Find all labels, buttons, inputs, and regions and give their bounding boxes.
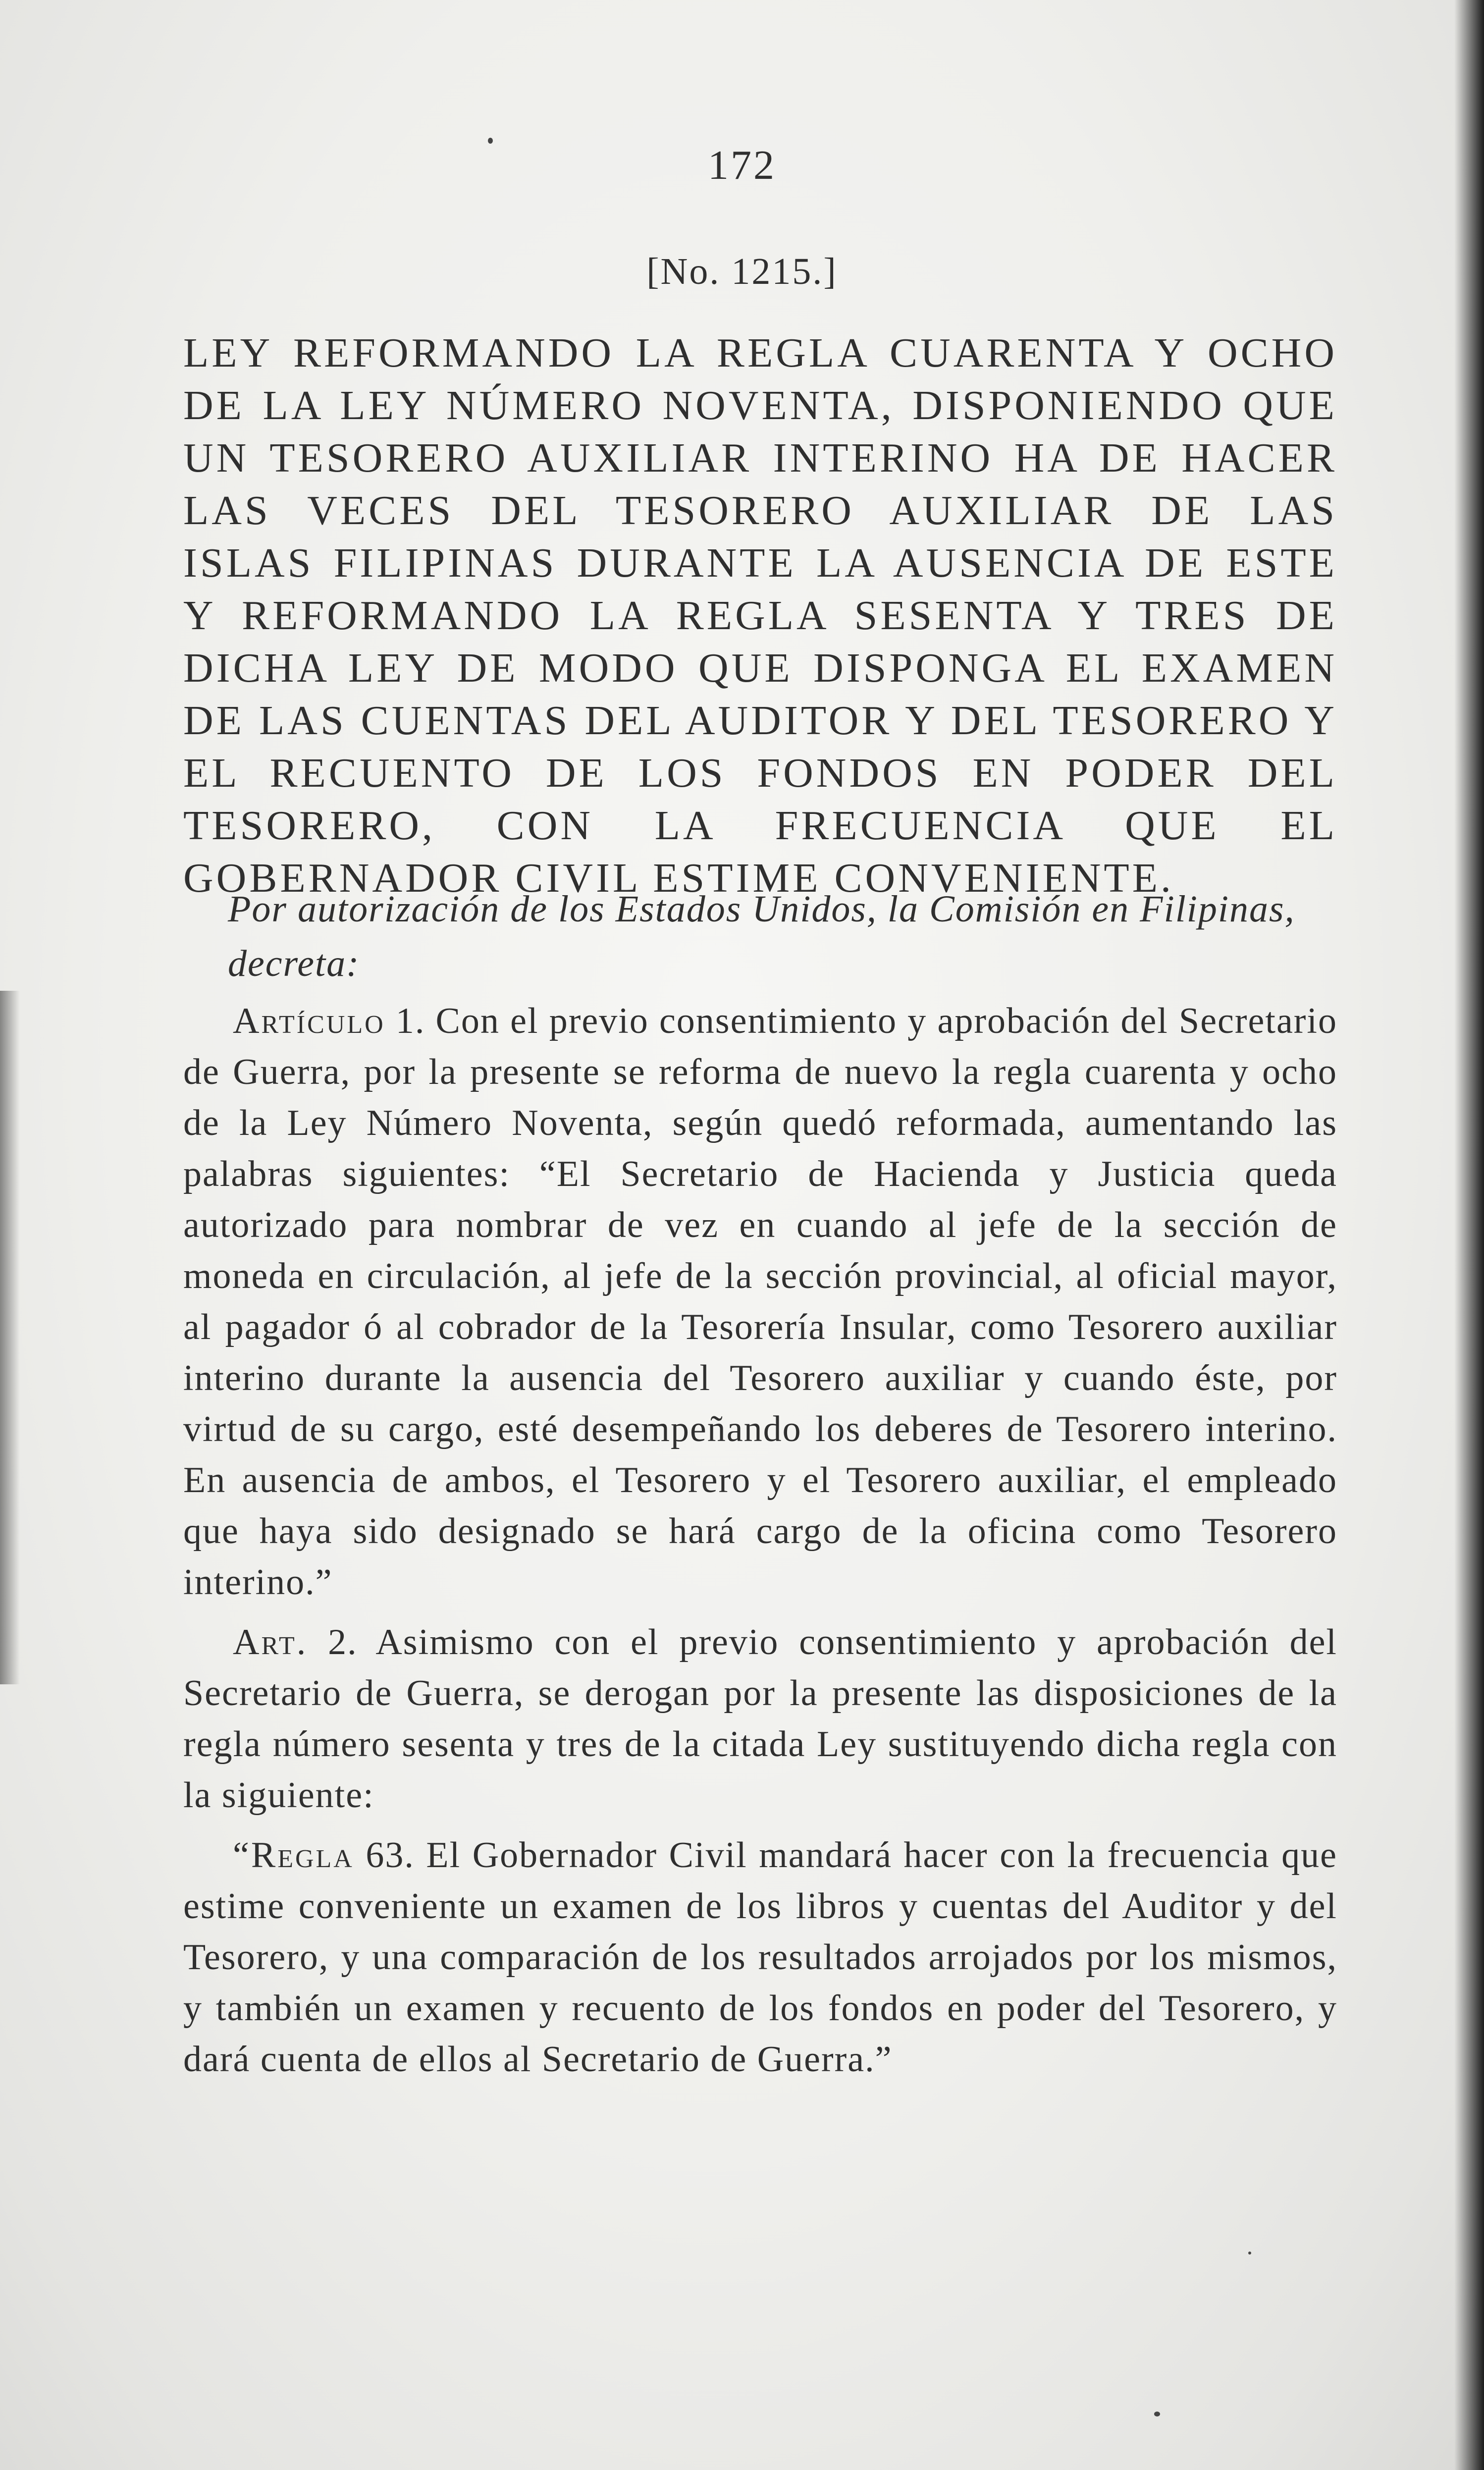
law-body [183, 996, 1337, 2094]
document-number: [No. 1215.] [646, 251, 838, 292]
scan-speck [1248, 2252, 1251, 2255]
enacting-clause-line1: Por autorización de los Estados Unidos, la Comisión en Filipinas, [228, 888, 1295, 930]
scan-speck [1154, 2412, 1160, 2416]
article-2 [183, 1617, 1337, 1821]
article-2-text: 2. Asimismo con el previo consentimiento y aprobación del Secretario de Guerra, se derogan por la presente las disposiciones de la regla número sesenta y tres de la citada Ley sustituyendo dicha regla con la siguiente: [183, 1622, 1337, 1816]
article-1-label: Artículo [233, 1001, 385, 1041]
rule-63 [183, 1830, 1337, 2085]
article-2-label: Art. [233, 1622, 308, 1663]
page-edge-shadow [1454, 0, 1484, 2470]
rule-63-text: 63. El Gobernador Civil mandará hacer con la frecuencia que estime conveniente un examen de los libros y cuentas del Auditor y del Tesorero, y una comparación de los resultados arrojados por los mismos, y también un examen y recuento de los fondos en poder del Tesorero, y dará cuenta de ellos al Secretario de Guerra.” [183, 1835, 1337, 2080]
enacting-clause [228, 882, 1337, 991]
page-number: 172 [708, 142, 776, 188]
article-1-text: 1. Con el previo consentimiento y aprobación del Secretario de Guerra, por la presente se reforma de nuevo la regla cuarenta y ocho de la Ley Número Noventa, según quedó reformada, aumentando las palabras siguientes: “El Secretario de Hacienda y Justicia queda autorizado para nombrar de vez en cuando al jefe de la sección de moneda en circulación, al jefe de la sección provincial, al oficial mayor, al pagador ó al cobrador de la Tesorería Insular, como Tesorero auxiliar interino durante la ausencia del Tesorero auxiliar y cuando éste, por virtud de su cargo, esté desempeñando los deberes de Tesorero interino. En ausencia de ambos, el Tesorero y el Tesorero auxiliar, el empleado que haya sido designado se hará cargo de la oficina como Tesorero interino.” [183, 1001, 1337, 1603]
law-title: LEY REFORMANDO LA REGLA CUARENTA Y OCHO DE LA LEY NÚMERO NOVENTA, DISPONIENDO QUE UN TESORERO AUXILIAR INTERINO HA DE HACER LAS VECES DEL TESORERO AUXILIAR DE LAS ISLAS FILIPINAS DURANTE LA AUSENCIA DE ESTE Y REFORMANDO LA REGLA SESENTA Y TRES DE DICHA LEY DE MODO QUE DISPONGA EL EXAMEN DE LAS CUENTAS DEL AUDITOR Y DEL TESORERO Y EL RECUENTO DE LOS FONDOS EN PODER DEL TESORERO, CON LA FRECUENCIA QUE EL GOBERNADOR CIVIL ESTIME CONVENIENTE. [183, 330, 1337, 901]
article-1 [183, 996, 1337, 1608]
page-edge-shadow-left [0, 991, 20, 1684]
rule-63-label: “Regla [233, 1835, 354, 1876]
enacting-clause-line2: decreta: [228, 943, 360, 984]
